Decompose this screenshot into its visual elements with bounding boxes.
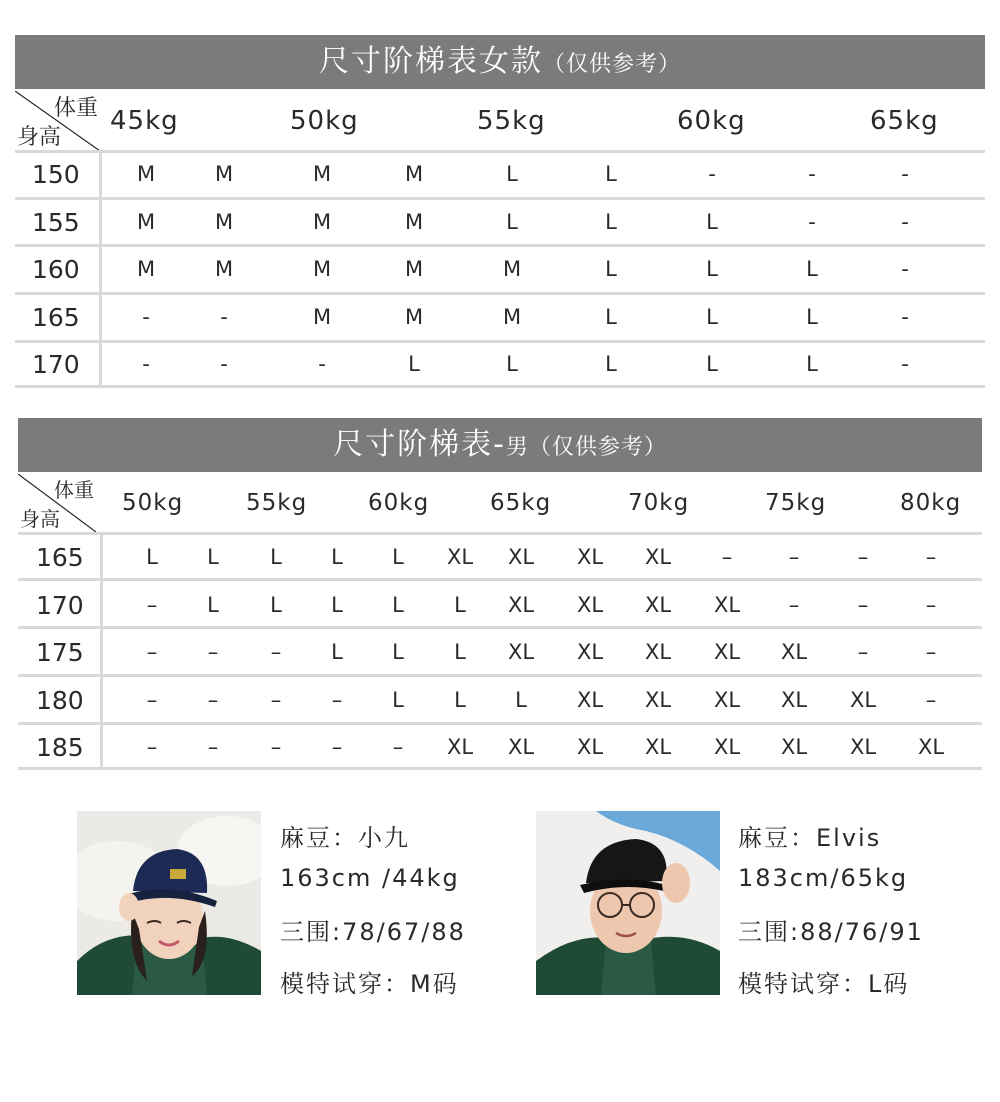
men-size-cell: XL xyxy=(644,640,672,664)
women-size-cell: M xyxy=(214,257,234,281)
row-divider xyxy=(18,722,982,725)
men-size-cell: XL xyxy=(713,592,741,617)
women-size-cell: - xyxy=(142,304,150,329)
women-size-cell: - xyxy=(901,162,909,186)
women-size-cell: M xyxy=(312,162,332,186)
men-size-cell: L xyxy=(392,687,404,712)
men-size-cell: – xyxy=(146,640,158,664)
men-chart-title: 尺寸阶梯表- xyxy=(333,427,506,462)
men-height-label: 185 xyxy=(36,733,84,762)
women-size-cell: M xyxy=(502,257,522,281)
men-size-cell: L xyxy=(454,592,466,617)
women-size-cell: L xyxy=(506,352,518,376)
women-height-label: 150 xyxy=(32,160,80,189)
men-size-cell: – xyxy=(788,592,800,617)
women-size-cell: L xyxy=(408,352,420,376)
men-size-cell: – xyxy=(857,592,869,617)
women-size-cell: L xyxy=(605,209,617,234)
men-size-cell: XL xyxy=(576,545,604,569)
women-size-cell: L xyxy=(806,257,818,281)
men-size-cell: XL xyxy=(576,687,604,712)
women-size-cell: M xyxy=(502,304,522,329)
row-divider xyxy=(18,674,982,677)
female-model-name: 麻豆：小九 xyxy=(280,824,410,852)
men-size-cell: – xyxy=(857,640,869,664)
men-size-cell: L xyxy=(207,592,219,617)
women-size-cell: M xyxy=(214,162,234,186)
women-size-cell: M xyxy=(404,162,424,186)
women-size-cell: - xyxy=(708,162,716,186)
men-size-cell: XL xyxy=(917,735,945,759)
women-weight-header: 65kg xyxy=(870,106,939,136)
men-size-cell: L xyxy=(207,545,219,569)
men-size-cell: – xyxy=(207,687,219,712)
men-size-cell: L xyxy=(454,640,466,664)
men-height-label: 170 xyxy=(36,590,84,620)
male-model-height-weight: 183cm/65kg xyxy=(738,864,909,892)
men-size-cell: XL xyxy=(780,640,808,664)
men-size-cell: – xyxy=(270,735,282,759)
women-size-cell: - xyxy=(220,352,228,376)
men-size-cell: L xyxy=(454,687,466,712)
women-size-cell: L xyxy=(506,162,518,186)
men-size-cell: – xyxy=(331,687,343,712)
women-size-cell: M xyxy=(404,304,424,329)
women-size-cell: - xyxy=(220,304,228,329)
women-corner-weight-label: 体重 xyxy=(53,96,98,121)
men-size-cell: – xyxy=(270,687,282,712)
men-size-cell: XL xyxy=(576,592,604,617)
male-model-measurements: 三围:88/76/91 xyxy=(738,918,924,946)
men-size-cell: XL xyxy=(644,687,672,712)
column-divider xyxy=(99,150,102,388)
men-size-cell: L xyxy=(270,592,282,617)
men-weight-header: 60kg xyxy=(368,490,430,516)
women-size-cell: L xyxy=(506,209,518,234)
women-height-label: 155 xyxy=(32,207,80,237)
women-height-label: 165 xyxy=(32,302,80,332)
row-divider xyxy=(18,532,982,535)
men-weight-header: 50kg xyxy=(122,490,184,516)
men-size-cell: – xyxy=(857,545,869,569)
women-weight-header: 45kg xyxy=(110,106,179,136)
men-weight-header: 55kg xyxy=(246,490,308,516)
men-size-cell: L xyxy=(270,545,282,569)
women-size-cell: M xyxy=(404,257,424,281)
men-size-cell: XL xyxy=(507,735,535,759)
women-size-cell: M xyxy=(312,257,332,281)
men-height-label: 175 xyxy=(36,638,84,667)
women-size-cell: L xyxy=(806,352,818,376)
men-size-cell: XL xyxy=(644,735,672,759)
men-size-cell: – xyxy=(925,592,937,617)
men-size-cell: XL xyxy=(644,592,672,617)
men-size-cell: XL xyxy=(713,687,741,712)
men-size-cell: XL xyxy=(507,592,535,617)
women-size-cell: M xyxy=(136,162,156,186)
men-size-cell: XL xyxy=(446,545,474,569)
row-divider xyxy=(18,767,982,770)
men-size-cell: XL xyxy=(644,545,672,569)
men-height-label: 165 xyxy=(36,543,84,572)
men-size-cell: XL xyxy=(713,735,741,759)
row-divider xyxy=(15,292,985,295)
men-corner-cell xyxy=(18,474,96,532)
women-size-cell: - xyxy=(142,352,150,376)
row-divider xyxy=(18,578,982,581)
women-size-chart-header xyxy=(15,35,985,89)
men-size-cell: – xyxy=(207,640,219,664)
men-size-cell: XL xyxy=(446,735,474,759)
women-size-cell: - xyxy=(808,162,816,186)
men-size-cell: XL xyxy=(507,640,535,664)
men-size-cell: L xyxy=(331,592,343,617)
men-size-cell: – xyxy=(925,640,937,664)
women-size-cell: L xyxy=(706,257,718,281)
men-weight-header: 80kg xyxy=(900,490,962,516)
women-size-cell: L xyxy=(605,162,617,186)
men-size-cell: – xyxy=(925,545,937,569)
men-height-label: 180 xyxy=(36,685,84,715)
men-weight-header: 70kg xyxy=(628,490,690,516)
men-size-cell: – xyxy=(788,545,800,569)
men-corner-height-label: 身高 xyxy=(20,507,60,531)
women-size-cell: - xyxy=(901,304,909,329)
women-size-cell: L xyxy=(605,304,617,329)
female-model-size-tried: 模特试穿：M码 xyxy=(280,970,459,998)
women-size-cell: - xyxy=(808,209,816,234)
men-size-cell: L xyxy=(331,640,343,664)
column-divider xyxy=(100,532,103,770)
women-size-cell: M xyxy=(214,209,234,234)
women-weight-header: 50kg xyxy=(290,106,359,136)
men-size-cell: – xyxy=(721,545,733,569)
men-weight-header: 75kg xyxy=(765,490,827,516)
women-size-cell: M xyxy=(312,304,332,329)
women-size-cell: L xyxy=(806,304,818,329)
male-model-size-tried: 模特试穿：L码 xyxy=(738,970,910,998)
men-size-cell: L xyxy=(392,545,404,569)
women-size-cell: M xyxy=(312,209,332,234)
men-size-chart-header xyxy=(18,418,982,472)
women-size-cell: L xyxy=(605,352,617,376)
male-model-photo xyxy=(536,811,720,995)
men-size-cell: – xyxy=(392,735,404,759)
men-size-cell: – xyxy=(146,735,158,759)
women-size-cell: - xyxy=(318,352,326,376)
women-size-cell: - xyxy=(901,209,909,234)
men-size-cell: XL xyxy=(780,687,808,712)
men-size-cell: – xyxy=(146,687,158,712)
women-height-label: 170 xyxy=(32,350,80,379)
women-size-cell: L xyxy=(706,209,718,234)
men-size-cell: – xyxy=(270,640,282,664)
men-size-cell: – xyxy=(925,687,937,712)
row-divider xyxy=(15,244,985,247)
men-size-cell: L xyxy=(331,545,343,569)
women-weight-header: 55kg xyxy=(477,106,546,136)
women-size-cell: L xyxy=(706,304,718,329)
row-divider xyxy=(15,150,985,153)
female-model-photo xyxy=(77,811,261,995)
men-size-cell: L xyxy=(515,687,527,712)
row-divider xyxy=(18,626,982,629)
women-size-cell: - xyxy=(901,352,909,376)
women-height-label: 160 xyxy=(32,255,80,284)
men-size-cell: XL xyxy=(849,735,877,759)
men-size-cell: XL xyxy=(507,545,535,569)
women-chart-title: 尺寸阶梯表女款 xyxy=(318,44,543,79)
women-corner-height-label: 身高 xyxy=(17,125,62,150)
men-corner-weight-label: 体重 xyxy=(54,478,94,502)
women-size-cell: L xyxy=(706,352,718,376)
women-chart-subtitle: （仅供参考） xyxy=(542,52,681,77)
men-size-cell: XL xyxy=(780,735,808,759)
women-size-cell: M xyxy=(404,209,424,234)
women-size-cell: M xyxy=(136,209,156,234)
men-size-cell: L xyxy=(146,545,158,569)
men-weight-header: 65kg xyxy=(490,490,552,516)
women-size-cell: L xyxy=(605,257,617,281)
men-chart-subtitle: 男（仅供参考） xyxy=(505,435,667,460)
men-size-cell: – xyxy=(207,735,219,759)
male-model-name: 麻豆：Elvis xyxy=(738,824,882,852)
men-size-cell: XL xyxy=(576,640,604,664)
men-size-cell: – xyxy=(331,735,343,759)
row-divider xyxy=(15,197,985,200)
men-size-cell: L xyxy=(392,640,404,664)
row-divider xyxy=(15,340,985,343)
female-model-height-weight: 163cm /44kg xyxy=(280,864,460,892)
women-size-cell: - xyxy=(901,257,909,281)
women-corner-cell xyxy=(15,91,100,151)
men-size-cell: XL xyxy=(713,640,741,664)
men-size-cell: – xyxy=(146,592,158,617)
men-size-cell: XL xyxy=(849,687,877,712)
men-size-cell: L xyxy=(392,592,404,617)
row-divider xyxy=(15,385,985,388)
men-size-cell: XL xyxy=(576,735,604,759)
women-size-cell: M xyxy=(136,257,156,281)
women-weight-header: 60kg xyxy=(677,106,746,136)
female-model-measurements: 三围:78/67/88 xyxy=(280,918,466,946)
